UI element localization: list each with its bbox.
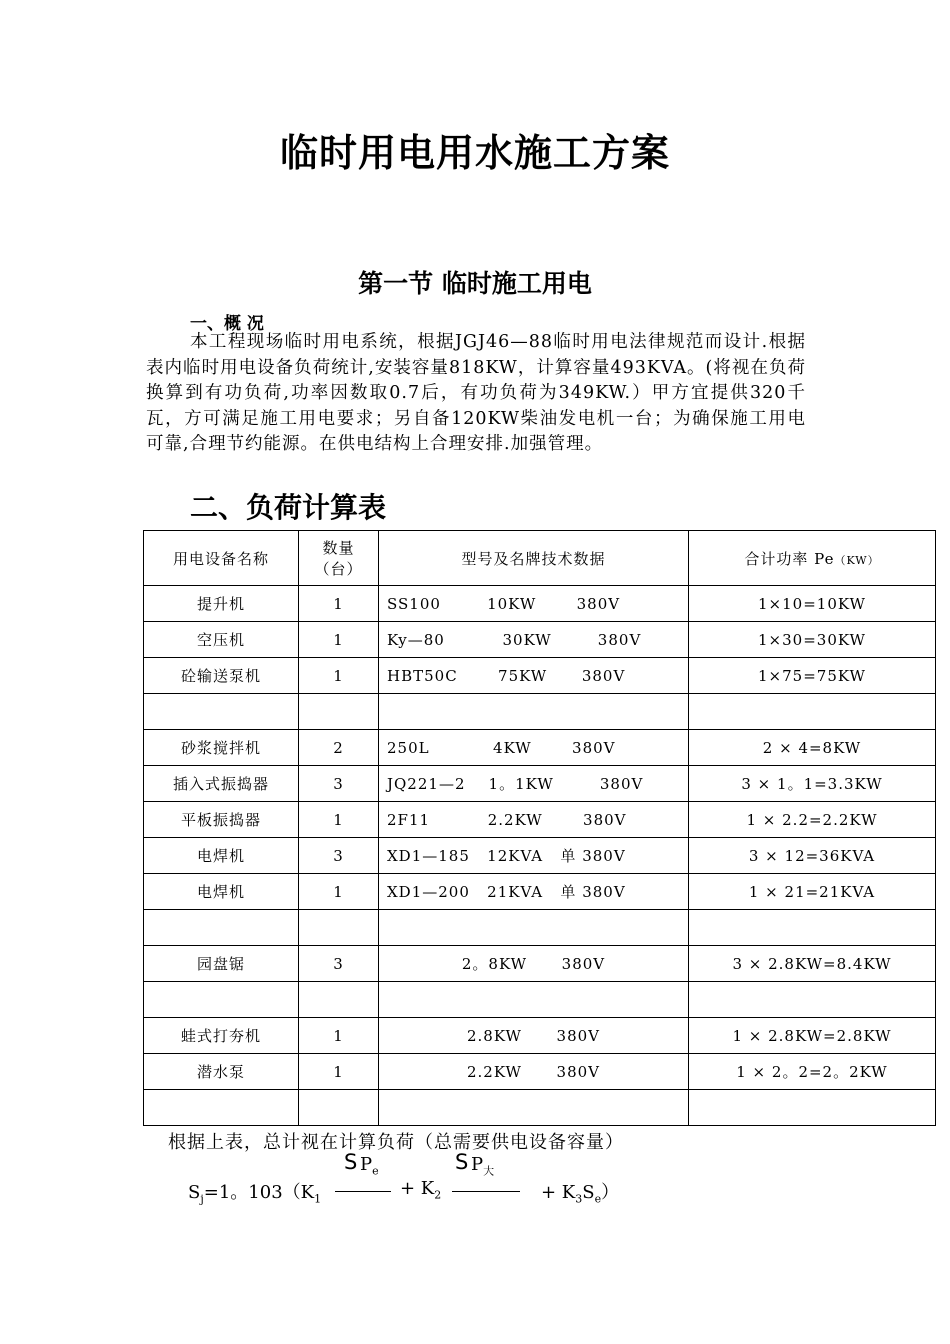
formula-plus-k3: + K [541,1182,576,1203]
formula-numerator-2 [471,1154,494,1179]
total-power-cell [689,1090,936,1126]
formula-main-line [188,1178,321,1206]
quantity-cell [299,982,379,1018]
header-quantity [299,531,379,586]
specification-cell [379,982,689,1018]
total-power-cell: 1×30=30KW [689,622,936,658]
specification-cell: JQ221—2 1。1KW 380V [379,766,689,802]
quantity-cell: 1 [299,586,379,622]
total-power-cell: 1 × 21=21KVA [689,874,936,910]
equipment-name-cell: 平板振捣器 [144,802,299,838]
total-power-cell [689,694,936,730]
table-row [144,1054,936,1090]
formula-equals: =1。103（K [203,1182,315,1203]
overview-heading: 一、概 况 [190,314,264,334]
total-power-cell: 3 × 2.8KW=8.4KW [689,946,936,982]
specification-cell: 2F11 2.2KW 380V [379,802,689,838]
quantity-cell: 1 [299,622,379,658]
equipment-name-cell: 电焊机 [144,874,299,910]
formula-close: ） [601,1182,620,1203]
formula-se: S [582,1182,595,1203]
formula-p-1: P [360,1154,373,1175]
footer-text: 根据上表，总计视在计算负荷（总需要供电设备容量） [168,1132,624,1153]
specification-cell [379,1090,689,1126]
quantity-cell [299,694,379,730]
table-row [144,1090,936,1126]
total-power-cell [689,982,936,1018]
formula-sigma-1: S [344,1150,358,1174]
total-power-cell: 1×75=75KW [689,658,936,694]
formula-se-sub: e [594,1192,602,1206]
total-power-cell: 1 × 2.2=2.2KW [689,802,936,838]
equipment-name-cell: 潜水泵 [144,1054,299,1090]
header-total-power-label: 合计功率 Pe [744,549,835,568]
formula-k1-sub: 1 [314,1192,322,1206]
equipment-name-cell: 空压机 [144,622,299,658]
table-row [144,766,936,802]
formula-fraction-line-1 [335,1191,391,1192]
quantity-cell [299,1090,379,1126]
header-total-power-unit: （KW） [834,553,880,567]
formula-k3-sub: 3 [575,1192,583,1206]
formula-term-3 [541,1178,619,1206]
specification-cell: SS100 10KW 380V [379,586,689,622]
table-row [144,910,936,946]
table-row [144,622,936,658]
equipment-name-cell: 蛙式打夯机 [144,1018,299,1054]
equipment-name-cell: 电焊机 [144,838,299,874]
table-row [144,874,936,910]
table-row [144,730,936,766]
header-total-power [689,531,936,586]
specification-cell: 2.8KW 380V [379,1018,689,1054]
table-row [144,838,936,874]
specification-cell: 2。8KW 380V [379,946,689,982]
specification-cell: XD1—200 21KVA 单 380V [379,874,689,910]
quantity-cell [299,910,379,946]
equipment-name-cell: 园盘锯 [144,946,299,982]
total-power-cell: 1×10=10KW [689,586,936,622]
quantity-cell: 3 [299,946,379,982]
specification-cell: 2.2KW 380V [379,1054,689,1090]
formula-numerator-1 [360,1154,379,1178]
total-power-cell [689,910,936,946]
equipment-name-cell: 砂浆搅拌机 [144,730,299,766]
table-row [144,946,936,982]
table-header-row [144,531,936,586]
quantity-cell: 1 [299,1054,379,1090]
total-power-cell: 3 × 1。1=3.3KW [689,766,936,802]
specification-cell: XD1—185 12KVA 单 380V [379,838,689,874]
total-power-cell: 2 × 4=8KW [689,730,936,766]
equipment-name-cell [144,910,299,946]
quantity-cell: 3 [299,766,379,802]
specification-cell: Ky—80 30KW 380V [379,622,689,658]
section-title: 第一节 临时施工用电 [358,269,592,298]
load-formula [0,1150,950,1210]
specification-cell [379,910,689,946]
equipment-name-cell: 插入式振捣器 [144,766,299,802]
formula-k2-sub: 2 [434,1188,442,1202]
formula-p-2: P [471,1154,484,1175]
quantity-cell: 2 [299,730,379,766]
document-title: 临时用电用水施工方案 [279,131,670,175]
total-power-cell: 1 × 2.8KW=2.8KW [689,1018,936,1054]
formula-plus-k2: + K [400,1178,435,1199]
table-row [144,586,936,622]
quantity-cell: 1 [299,874,379,910]
table-row [144,694,936,730]
header-quantity-line2: （台） [314,560,363,578]
table-row [144,982,936,1018]
load-calculation-table [143,530,936,1126]
formula-term-2 [400,1178,441,1202]
formula-lhs-sub: j [200,1192,204,1206]
table-row [144,1018,936,1054]
overview-paragraph: 本工程现场临时用电系统，根据JGJ46—88临时用电法律规范而设计.根据表内临时用电设备负荷统计,安装容量818KW，计算容量493KVA。(将视在负荷换算到有功负荷,功率因数取0.7后，有功负荷为349KW.）甲方宜提供320千瓦，方可满足施工用电要求；另自备120KW柴油发电机一台；为确保施工用电可靠,合理节约能源。在供电结构上合理安排.加强管理。 [146,332,806,454]
total-power-cell: 1 × 2。2=2。2KW [689,1054,936,1090]
header-specification: 型号及名牌技术数据 [379,531,689,586]
header-quantity-line1: 数量 [322,539,355,557]
equipment-name-cell [144,694,299,730]
table-row [144,802,936,838]
specification-cell: HBT50C 75KW 380V [379,658,689,694]
total-power-cell: 3 × 12=36KVA [689,838,936,874]
equipment-name-cell [144,1090,299,1126]
load-table-heading: 二、负荷计算表 [190,491,387,524]
quantity-cell: 3 [299,838,379,874]
quantity-cell: 1 [299,658,379,694]
formula-p-1-sub: e [372,1164,379,1178]
header-equipment-name: 用电设备名称 [144,531,299,586]
quantity-cell: 1 [299,802,379,838]
table-row [144,658,936,694]
equipment-name-cell: 砼输送泵机 [144,658,299,694]
formula-p-2-sub: 大 [483,1164,495,1178]
equipment-name-cell: 提升机 [144,586,299,622]
equipment-name-cell [144,982,299,1018]
formula-fraction-line-2 [452,1191,520,1192]
quantity-cell: 1 [299,1018,379,1054]
formula-lhs: S [188,1182,201,1203]
formula-sigma-2: S [455,1150,469,1174]
specification-cell: 250L 4KW 380V [379,730,689,766]
specification-cell [379,694,689,730]
